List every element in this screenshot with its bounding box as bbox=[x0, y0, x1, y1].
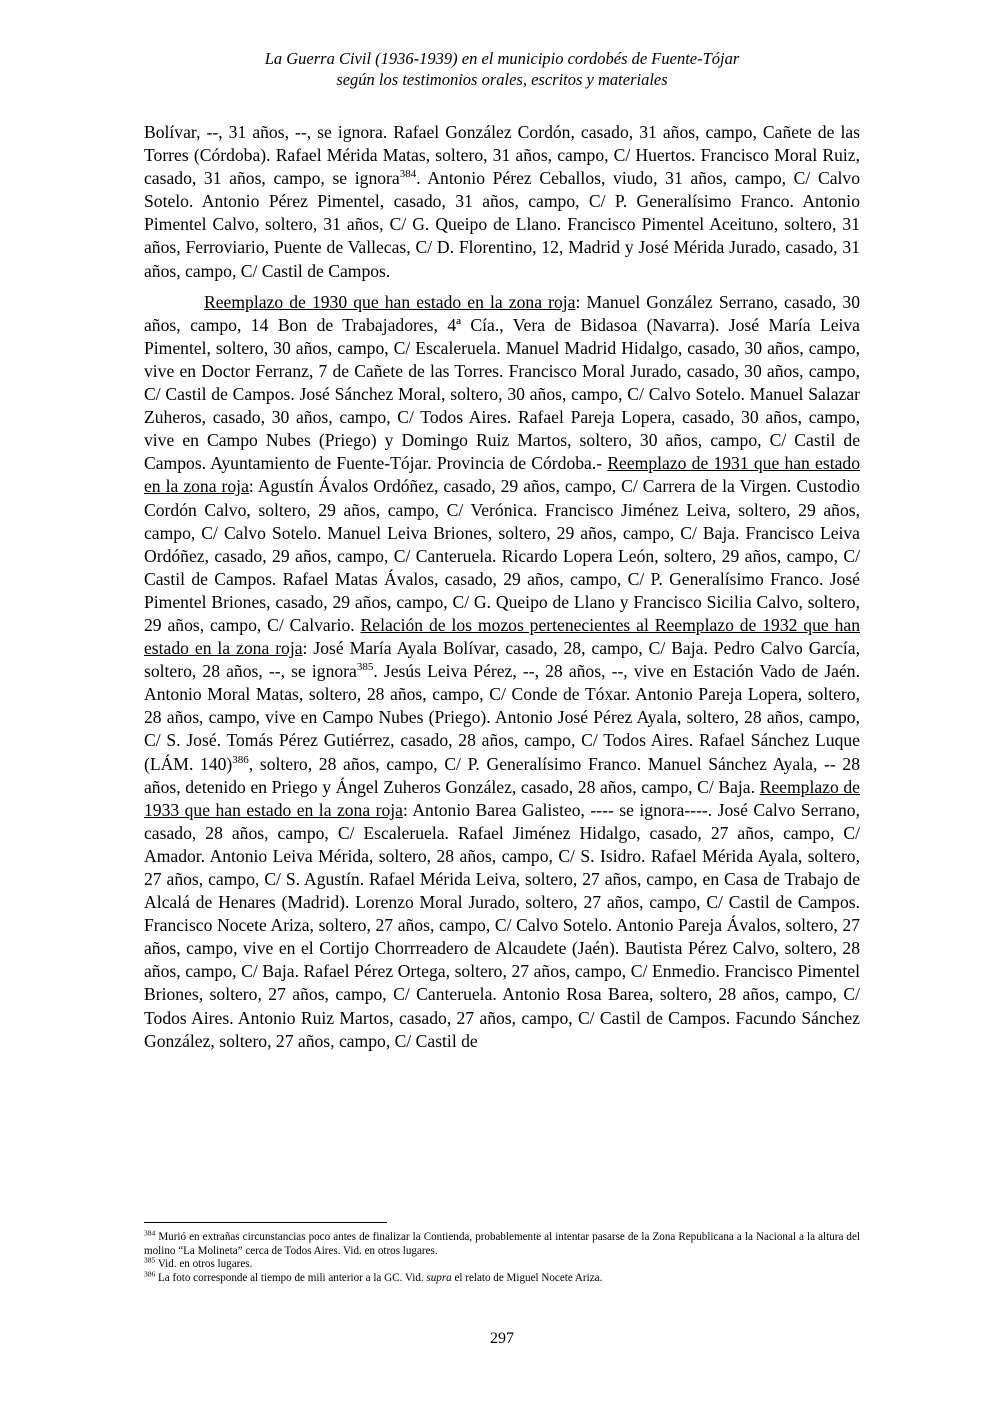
text-run: Bolívar, --, 31 años, --, se ignora. Rafael González Cordón, casado, 31 años, campo, Cañete de las Torres (Córdoba). Rafael Mérida Matas, soltero, 31 años, campo, C/ Huertos. Francisco Moral Ruiz, casado, 31 años, campo, se ignora bbox=[144, 122, 860, 189]
section-heading-1931: Reemplazo de 1931 que han estado en la zona roja bbox=[144, 453, 860, 497]
footnote-number: 384 bbox=[144, 1228, 156, 1238]
paragraph-1 bbox=[144, 121, 860, 283]
footnote-text: Vid. en otros lugares. bbox=[155, 1258, 253, 1271]
footnote-ref-386[interactable]: 386 bbox=[232, 753, 249, 766]
page-number: 297 bbox=[490, 1330, 514, 1347]
footnote-386 bbox=[144, 1269, 860, 1286]
header-title-line1: La Guerra Civil (1936-1939) en el municipio cordobés de Fuente-Tójar bbox=[264, 49, 740, 68]
running-header bbox=[0, 48, 1004, 90]
text-run: . Antonio Pérez Ceballos, viudo, 31 años, campo, C/ Calvo Sotelo. Antonio Pérez Pimentel, casado, 31 años, campo, C/ P. Generalísimo Franco. Antonio Pimentel Calvo, soltero, 31 años, C/ G. Queipo de Llano. Francisco Pimentel Aceituno, soltero, 31 años, Ferroviario, Puente de Vallecas, C/ D. Florentino, 12, Madrid y José Mérida Jurado, casado, 31 años, campo, C/ Castil de Campos. bbox=[144, 168, 860, 281]
footnote-ref-384[interactable]: 384 bbox=[399, 168, 417, 181]
footnote-385 bbox=[144, 1255, 860, 1272]
text-run: , soltero, 28 años, campo, C/ P. Generalísimo Franco. Manuel Sánchez Ayala, -- 28 años, detenido en Priego y Ángel Zuheros González, casado, 28 años, campo, C/ Baja. bbox=[144, 753, 860, 797]
footnote-ref-385[interactable]: 385 bbox=[356, 661, 374, 674]
text-run: : Manuel González Serrano, casado, 30 años, campo, 14 Bon de Trabajadores, 4ª Cía., Vera de Bidasoa (Navarra). José María Leiva Pimentel, soltero, 30 años, campo, C/ Escaleruela. Manuel Madrid Hidalgo, casado, 30 años, campo, vive en Doctor Ferranz, 7 de Cañete de las Torres. Francisco Moral Jurado, casado, 30 años, campo, C/ Castil de Campos. José Sánchez Moral, soltero, 30 años, campo, C/ Calvo Sotelo. Manuel Salazar Zuheros, casado, 30 años, campo, C/ Todos Aires. Rafael Pareja Lopera, casado, 30 años, campo, vive en Campo Nubes (Priego) y Domingo Ruiz Martos, soltero, 30 años, campo, C/ Castil de Campos. Ayuntamiento de Fuente-Tójar. Provincia de Córdoba.- bbox=[144, 291, 860, 474]
text-run: : Agustín Ávalos Ordóñez, casado, 29 años, campo, C/ Carrera de la Virgen. Custodio Cordón Calvo, soltero, 29 años, campo, C/ Verónica. Francisco Jiménez Leiva, soltero, 29 años, campo, C/ Calvo Sotelo. Manuel Leiva Briones, soltero, 29 años, campo, C/ Baja. Francisco Leiva Ordóñez, casado, 29 años, campo, C/ Canteruela. Ricardo Lopera León, soltero, 29 años, campo, C/ Castil de Campos. Rafael Matas Ávalos, casado, 29 años, campo, C/ P. Generalísimo Franco. José Pimentel Briones, casado, 29 años, campo, C/ G. Queipo de Llano y Francisco Sicilia Calvo, soltero, 29 años, campo, C/ Calvario. bbox=[144, 476, 860, 635]
footnote-text: Murió en extrañas circunstancias poco antes de finalizar la Contienda, probablemente al intentar pasarse de la Zona Republicana a la Nacional a la altura del molino “La Molineta” cerca de Todos Aires. Vid. en otros lugares. bbox=[144, 1231, 860, 1257]
footnote-number: 386 bbox=[144, 1269, 156, 1279]
footnote-number: 385 bbox=[144, 1255, 156, 1265]
footnote-384 bbox=[144, 1228, 860, 1258]
section-heading-1932: Relación de los mozos pertenecientes al Reemplazo de 1932 que han estado en la zona roja bbox=[144, 614, 860, 659]
footnote-text: el relato de Miguel Nocete Ariza. bbox=[451, 1271, 603, 1284]
footnote-text: La foto corresponde al tiempo de mili anterior a la GC. Vid. bbox=[155, 1271, 427, 1284]
section-heading-1933: Reemplazo de 1933 que han estado en la zona roja bbox=[144, 776, 860, 820]
footnotes bbox=[144, 1228, 860, 1285]
paragraph-2 bbox=[144, 291, 860, 1053]
text-run: . Jesús Leiva Pérez, --, 28 años, --, vive en Estación Vado de Jaén. Antonio Moral Matas, soltero, 28 años, campo, C/ Conde de Tóxar. Antonio Pareja Lopera, soltero, 28 años, campo, vive en Campo Nubes (Priego). Antonio José Pérez Ayala, soltero, 28 años, campo, C/ S. José. Tomás Pérez Gutiérrez, casado, 28 años, campo, C/ Todos Aires. Rafael Sánchez Luque (LÁM. 140) bbox=[144, 661, 860, 774]
footnote-separator bbox=[144, 1222, 387, 1223]
header-title-line2: según los testimonios orales, escritos y materiales bbox=[336, 70, 668, 89]
section-heading-1930: Reemplazo de 1930 que han estado en la zona roja bbox=[204, 291, 576, 312]
main-text bbox=[144, 121, 860, 1053]
text-run: : Antonio Barea Galisteo, ---- se ignora----. José Calvo Serrano, casado, 28 años, campo, C/ Escaleruela. Rafael Jiménez Hidalgo, casado, 27 años, campo, C/ Amador. Antonio Leiva Mérida, soltero, 28 años, campo, C/ S. Isidro. Rafael Mérida Ayala, soltero, 27 años, campo, C/ S. Agustín. Rafael Mérida Leiva, soltero, 27 años, campo, en Casa de Trabajo de Alcalá de Henares (Madrid). Lorenzo Moral Jurado, soltero, 27 años, campo, C/ Castil de Campos. Francisco Nocete Ariza, soltero, 27 años, campo, C/ Calvo Sotelo. Antonio Pareja Ávalos, soltero, 27 años, campo, vive en el Cortijo Chorrreadero de Alcaudete (Jaén). Bautista Pérez Calvo, soltero, 28 años, campo, C/ Baja. Rafael Pérez Ortega, soltero, 27 años, campo, C/ Enmedio. Francisco Pimentel Briones, soltero, 27 años, campo, C/ Canteruela. Antonio Rosa Barea, soltero, 28 años, campo, C/ Todos Aires. Antonio Ruiz Martos, casado, 27 años, campo, C/ Castil de Campos. Facundo Sánchez González, soltero, 27 años, campo, C/ Castil de bbox=[144, 799, 860, 1051]
footnote-emphasis: supra bbox=[426, 1271, 452, 1284]
text-run: : José María Ayala Bolívar, casado, 28, campo, C/ Baja. Pedro Calvo García, soltero, 28 años, --, se ignora bbox=[144, 638, 860, 682]
